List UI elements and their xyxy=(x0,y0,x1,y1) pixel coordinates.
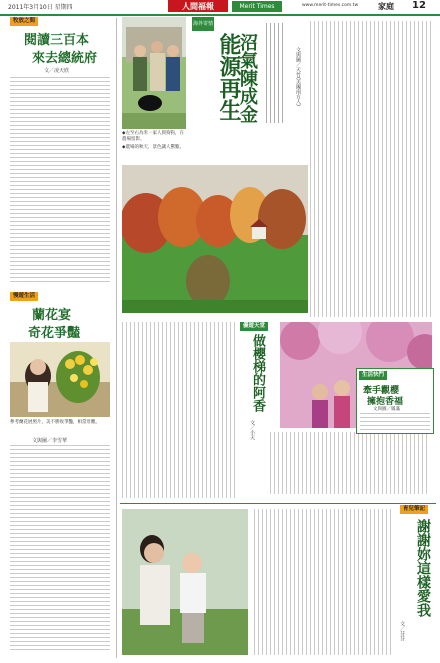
section-tag: 牧放之間 xyxy=(10,17,38,26)
article-body-right xyxy=(270,432,430,494)
section-tag: 生活快門 xyxy=(359,371,387,380)
headline-line-1: 蘭花宴 xyxy=(32,308,72,323)
family-farm-image xyxy=(122,17,186,129)
story-thank-you-love xyxy=(120,503,436,659)
orchid-image xyxy=(10,342,110,417)
article-body xyxy=(10,445,110,650)
headline-line-2: 奇花爭豔 xyxy=(28,326,81,341)
feature-body xyxy=(310,21,434,317)
headline-line-2: 來去總統府 xyxy=(32,51,98,66)
newspaper-logo: 人間福報 xyxy=(168,0,228,12)
sidebar-title-1: 牽手觀櫻 xyxy=(363,386,400,396)
column-divider xyxy=(116,18,117,658)
sidebar-title-2: 擁抱香福 xyxy=(367,397,404,407)
page-number: 12 xyxy=(412,0,426,11)
mother-child-photo xyxy=(122,509,248,655)
story-cherry-ladder xyxy=(120,322,436,498)
page-header xyxy=(0,0,440,16)
photo-caption: 參考蘭花展照片，美不勝收爭豔，相當壯觀。 xyxy=(10,420,100,425)
orchid-photo xyxy=(10,342,110,417)
merit-times-label: Merit Times xyxy=(232,1,282,12)
byline: 文／芬芬 xyxy=(399,621,405,641)
byline: 文／凌天欣 xyxy=(44,68,70,74)
website-url: www.merit-times.com.tw xyxy=(302,3,359,8)
caption-farm: ◆農場的秋天，景色讓人驚歎。 xyxy=(122,145,184,150)
feature-byline: 文與圖／天竹(美國南方人) xyxy=(295,47,301,106)
byline: 文與圖／李雪華 xyxy=(32,438,68,444)
byline: 文／小天 xyxy=(249,420,255,440)
article-body xyxy=(10,77,110,285)
article-body xyxy=(254,509,394,655)
rule xyxy=(120,503,436,504)
section-tag: 育兒筆記 xyxy=(400,505,428,514)
feature-energy xyxy=(120,17,436,317)
autumn-farm-photo xyxy=(122,165,308,313)
headline-line-1: 閱讀三百本 xyxy=(24,33,90,48)
mother-child-image xyxy=(122,509,248,655)
issue-date: 2011年3月10日 星期四 xyxy=(8,4,73,11)
story-title: 謝謝妳這樣愛我 xyxy=(415,519,431,617)
caption-family: ◆左至右為米一家人與狗狗，在農場留影。 xyxy=(122,131,184,142)
story-orchid xyxy=(10,292,110,652)
feature-title-1: 能源再生 xyxy=(216,33,242,121)
kicker-tag: 海外寄情 xyxy=(192,17,214,31)
article-body-left xyxy=(122,322,238,498)
section-tag: 優遊天堂 xyxy=(240,322,268,331)
section-tag: 慢遊生活 xyxy=(10,292,38,301)
byline: 文與圖／鳳滿 xyxy=(373,407,400,412)
feature-lede xyxy=(266,23,286,123)
section-name: 家庭 xyxy=(378,1,394,11)
autumn-landscape-image xyxy=(122,165,308,313)
story-title: 做櫻梯的阿香 xyxy=(250,334,265,412)
family-photo xyxy=(122,17,186,129)
sidebar-box xyxy=(356,368,434,434)
feature-title-2: 沼氣陳成金 xyxy=(237,33,258,123)
sidebar-body xyxy=(360,413,430,431)
story-reading-president xyxy=(10,17,110,287)
